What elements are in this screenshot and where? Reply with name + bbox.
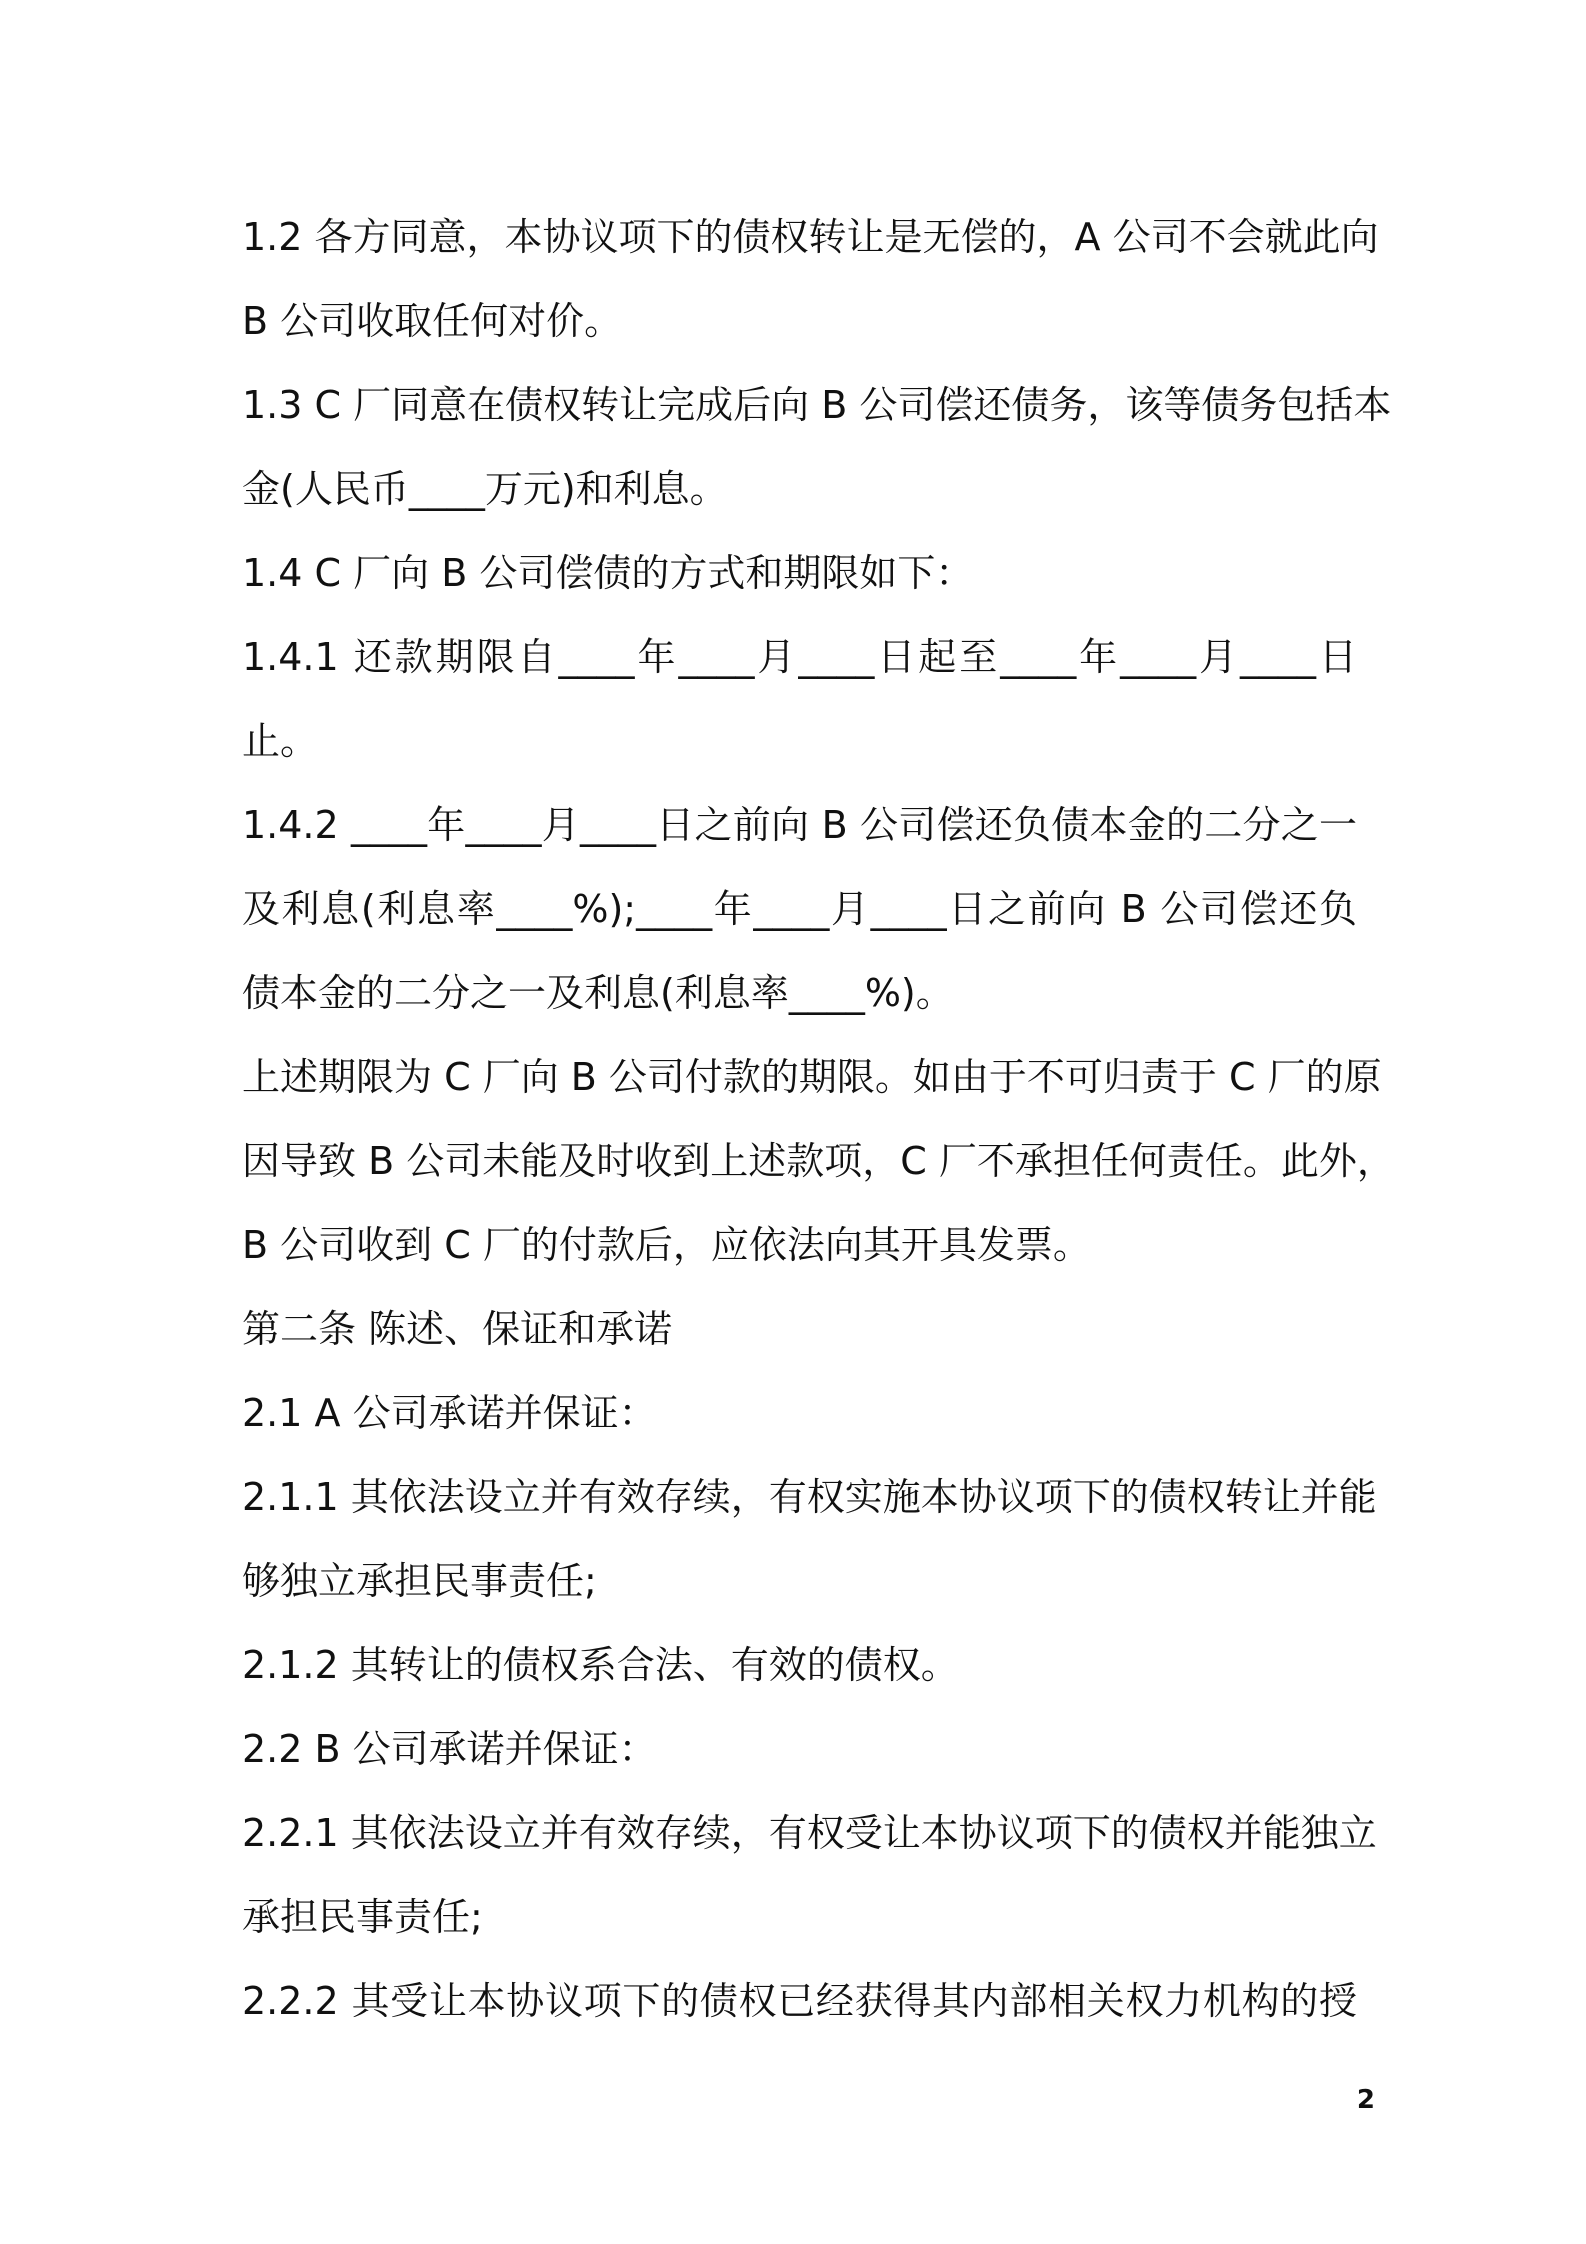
text-line-terms-b: 因导致 B 公司未能及时收到上述款项，C 厂不承担任何责任。此外， — [242, 1139, 1395, 1183]
text-line-1-4-1: 1.4.1 还款期限自____年____月____日起至____年____月____日 — [242, 635, 1357, 679]
text-line-2-2-2: 2.2.2 其受让本协议项下的债权已经获得其内部相关权力机构的授 — [242, 1979, 1357, 2023]
text-line-2-1: 2.1 A 公司承诺并保证： — [242, 1391, 657, 1435]
document-body — [242, 195, 1395, 2043]
text-line-1-4-2: 1.4.2 ____年____月____日之前向 B 公司偿还负债本金的二分之一 — [242, 803, 1357, 847]
text-line-2-1-1-cont: 够独立承担民事责任; — [242, 1559, 597, 1603]
text-line-terms-a: 上述期限为 C 厂向 B 公司付款的期限。如由于不可归责于 C 厂的原 — [242, 1055, 1382, 1099]
text-line-1-4: 1.4 C 厂向 B 公司偿债的方式和期限如下： — [242, 551, 974, 595]
text-line-1-4-2-cont-a: 及利息(利息率____%);____年____月____日之前向 B 公司偿还负 — [242, 887, 1357, 931]
text-line-terms-c: B 公司收到 C 厂的付款后，应依法向其开具发票。 — [242, 1223, 1091, 1267]
text-line-1-3: 1.3 C 厂同意在债权转让完成后向 B 公司偿还债务，该等债务包括本 — [242, 383, 1392, 427]
text-line-2-1-1: 2.1.1 其依法设立并有效存续，有权实施本协议项下的债权转让并能 — [242, 1475, 1377, 1519]
text-line-1-2-cont: B 公司收取任何对价。 — [242, 299, 623, 343]
text-line-1-3-cont: 金(人民币____万元)和利息。 — [242, 467, 728, 511]
text-line-1-4-2-cont-b: 债本金的二分之一及利息(利息率____%)。 — [242, 971, 954, 1015]
text-line-2-2-1-cont: 承担民事责任; — [242, 1895, 483, 1939]
text-line-2-1-2: 2.1.2 其转让的债权系合法、有效的债权。 — [242, 1643, 959, 1687]
text-line-2-2: 2.2 B 公司承诺并保证： — [242, 1727, 657, 1771]
text-line-1-2: 1.2 各方同意，本协议项下的债权转让是无偿的，A 公司不会就此向 — [242, 215, 1379, 259]
text-line-2-2-1: 2.2.1 其依法设立并有效存续，有权受让本协议项下的债权并能独立 — [242, 1811, 1377, 1855]
text-line-1-4-1-cont: 止。 — [242, 719, 319, 763]
section-heading-article-2: 第二条 陈述、保证和承诺 — [242, 1307, 673, 1351]
page-number: 2 — [1356, 2085, 1375, 2115]
